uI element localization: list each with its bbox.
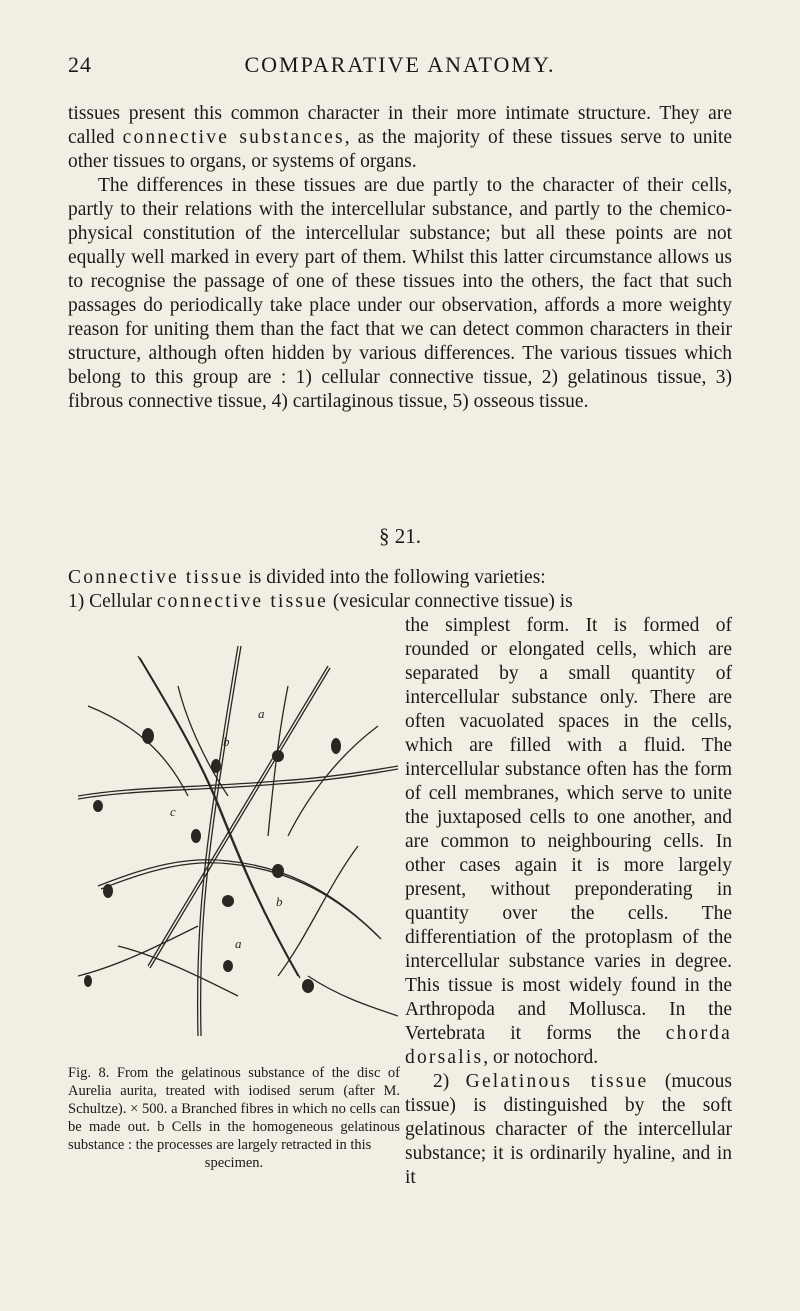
- intro-paragraph-2: The differences in these tissues are due partly to the character of their cells, partly to their relations with the intercellular substance, and partly to the chemico-physical constitution of the intercellular substance; but all these points are not equally well marked in every part of them. Whilst this latter circumstance allows us to recognise the passage of one of these tissues into the others, the fact that such passages do periodically take place under our observation, affords a more weighty reason for uniting them than the fact that we can detect common characters in their structure, although often hidden by various differences. The various tissues which belong to this group are : 1) cellular connective tissue, 2) gelatinous tissue, 3) fibrous connective tissue, 4) cartilaginous tissue, 5) osseous tissue.: [68, 175, 732, 412]
- intro-text: [68, 102, 732, 414]
- section-heading: § 21.: [379, 524, 421, 548]
- section-opening: [68, 566, 732, 614]
- intro-paragraph-1: tissues present this common character in their more intimate structure. They are called connective substances, as the majority of these tissues serve to unite other tissues to organs, or systems of organs.: [68, 103, 732, 172]
- label-b1: b: [223, 734, 230, 749]
- label-b2: b: [276, 894, 283, 909]
- page-number: 24: [68, 52, 92, 77]
- running-title: COMPARATIVE ANATOMY.: [244, 52, 556, 77]
- figure-caption: [68, 1064, 400, 1172]
- term-connective-substances: connective substances: [122, 127, 345, 148]
- figure-caption-text: Fig. 8. From the gelatinous substance of the disc of Aurelia aurita, treated with iodised serum (after M. Schultze). × 500. a Branched fibres in which no cells can be made out. b Cells in the homogeneous gelatinous substance : the processes are largely retracted in this: [68, 1065, 400, 1153]
- label-a1: a: [258, 706, 265, 721]
- section-line-1: Connective tissue is divided into the following varieties:: [68, 567, 546, 588]
- label-c: c: [170, 804, 176, 819]
- page-header: [68, 52, 732, 82]
- label-a2: a: [235, 936, 242, 951]
- column-text: the simplest form. It is formed of rounded or elongated cells, which are separated by a small quantity of intercellular substance only. There are often vacuolated spaces in the cells, which are filled with a fluid. The intercellular substance often has the form of cell membranes, which serve to unite the juxtaposed cells to one another, and are common to neighbouring cells. In other cases again it is more largely present, without preponderating in quantity over the cells. The differentiation of the protoplasm of the intercellular substance varies in degree. This tissue is most widely found in the Arthropoda and Mollusca. In the Vertebrata it forms the chorda dorsalis, or notochord. 2) Gelatinous tissue (mucous tissue) is distinguished by the soft gelatinous character of the intercellular substance; it is ordinarily hyaline, and in it: [405, 615, 732, 1188]
- figure-gelatinous-tissue-illustration: [78, 646, 398, 1046]
- figure-caption-last-line: specimen.: [204, 1155, 264, 1171]
- section-line-2: 1) Cellular connective tissue (vesicular connective tissue) is: [68, 591, 573, 612]
- term-chorda-dorsalis: chorda dorsalis: [405, 1023, 732, 1068]
- term-gelatinous-tissue: Gelatinous tissue: [465, 1071, 649, 1092]
